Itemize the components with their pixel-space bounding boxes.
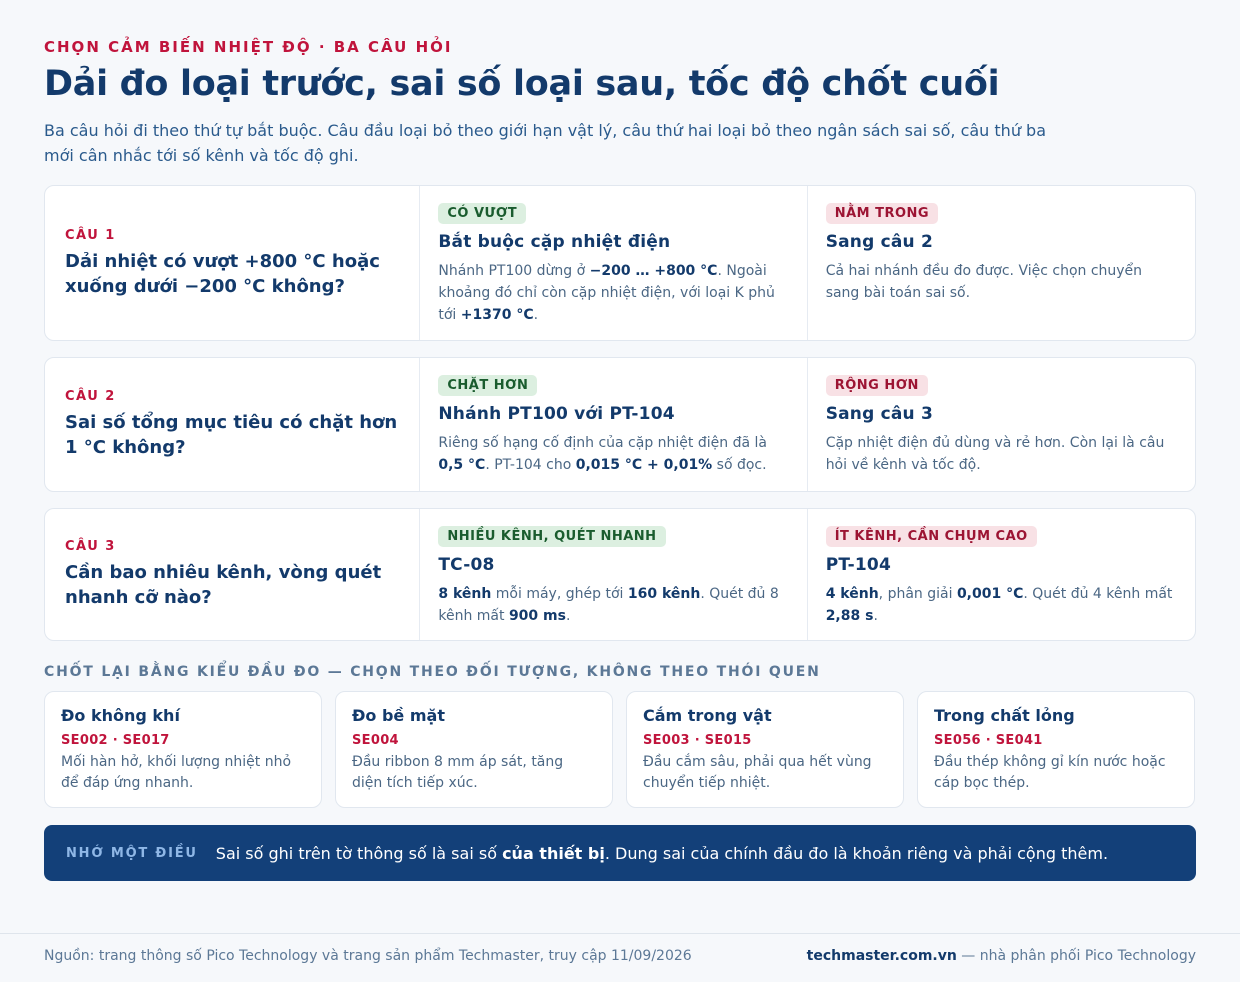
footer-source: Nguồn: trang thông số Pico Technology và trang sản phẩm Techmaster, truy cập 11/09/2026	[44, 948, 692, 964]
footer-site	[807, 948, 1196, 964]
probe-desc: Mối hàn hở, khối lượng nhiệt nhỏ để đáp ứng nhanh.	[61, 754, 292, 791]
emphasis-text: 4 kênh	[825, 586, 879, 602]
answer-no	[808, 509, 1195, 640]
question-number: CÂU 1	[65, 227, 116, 243]
probe-name: Đo bề mặt	[352, 706, 445, 725]
body-text: Sai số ghi trên tờ thông số là sai số	[215, 843, 503, 863]
footer-divider	[0, 933, 1240, 934]
body-text: số đọc.	[712, 457, 767, 473]
probe-name: Đo không khí	[61, 706, 180, 725]
lede: Ba câu hỏi đi theo thứ tự bắt buộc. Câu đầu loại bỏ theo giới hạn vật lý, câu thứ hai loại bỏ theo ngân sách sai số, câu thứ ba mới cân nhắc tới số kênh và tốc độ ghi.	[44, 121, 1046, 165]
body-text: . Ngoài khoảng đó chỉ còn cặp nhiệt điện, với loại K phủ tới	[438, 263, 775, 323]
emphasis-text: 0,001 °C	[956, 586, 1024, 602]
page-title: Dải đo loại trước, sai số loại sau, tốc độ chốt cuối	[44, 64, 1000, 104]
body-text: .	[565, 608, 571, 624]
probe-code: SE002 · SE017	[61, 733, 170, 748]
no-tag: RỘNG HƠN	[826, 375, 928, 396]
footer-site-link[interactable]: techmaster.com.vn	[806, 948, 957, 964]
probe-desc: Đầu ribbon 8 mm áp sát, tăng diện tích tiếp xúc.	[352, 754, 564, 791]
answer-heading: Bắt buộc cặp nhiệt điện	[438, 232, 671, 252]
question-block	[45, 186, 420, 340]
question-text: Dải nhiệt có vượt +800 °C hoặc xuống dưới −200 °C không?	[65, 250, 380, 297]
callout-label: NHỚ MỘT ĐIỀU	[66, 845, 198, 861]
answer-yes	[420, 358, 807, 491]
callout-text	[216, 844, 1108, 863]
question-text: Sai số tổng mục tiêu có chặt hơn 1 °C không?	[65, 412, 398, 458]
emphasis-text: +1370 °C	[460, 307, 534, 323]
emphasis-text: −200 … +800 °C	[589, 263, 718, 279]
answer-heading: Nhánh PT100 với PT-104	[438, 404, 675, 424]
body-text: Riêng số hạng cố định của cặp nhiệt điện đã là	[438, 435, 767, 451]
body-text: . Quét đủ 4 kênh mất	[1023, 586, 1173, 602]
question-card-2	[44, 357, 1196, 492]
body-text: .	[533, 307, 539, 323]
answer-heading: Sang câu 3	[825, 404, 933, 424]
probe-code: SE004	[352, 733, 399, 748]
probe-code: SE003 · SE015	[643, 733, 752, 748]
emphasis-text: 160 kênh	[627, 586, 701, 602]
answer-body	[826, 260, 1177, 304]
probe-section-label: CHỐT LẠI BẰNG KIỂU ĐẦU ĐO — CHỌN THEO ĐỐI TƯỢNG, KHÔNG THEO THÓI QUEN	[44, 664, 821, 680]
yes-tag: CÓ VƯỢT	[438, 203, 526, 224]
question-card-3	[44, 508, 1196, 641]
probe-card-insertion	[626, 691, 904, 808]
body-text: mỗi máy, ghép tới	[491, 586, 628, 602]
answer-heading: TC-08	[438, 555, 495, 575]
yes-tag: NHIỀU KÊNH, QUÉT NHANH	[438, 526, 665, 547]
body-text: .	[873, 608, 878, 624]
emphasis-text: của thiết bị	[502, 843, 605, 863]
probe-desc: Đầu cắm sâu, phải qua hết vùng chuyển tiếp nhiệt.	[643, 754, 872, 791]
probe-card-air	[44, 691, 322, 808]
body-text: , phân giải	[878, 586, 957, 602]
emphasis-text: 0,015 °C + 0,01%	[575, 457, 713, 473]
probe-card-liquid	[917, 691, 1195, 808]
body-text: . Quét đủ 8 kênh mất	[438, 586, 779, 624]
body-text: Cả hai nhánh đều đo được. Việc chọn chuyển sang bài toán sai số.	[825, 263, 1143, 301]
callout-banner	[44, 825, 1196, 881]
body-text: Nhánh PT100 dừng ở	[438, 263, 590, 279]
probe-code: SE056 · SE041	[934, 733, 1043, 748]
emphasis-text: 2,88 s	[825, 608, 874, 624]
yes-tag: CHẶT HƠN	[438, 375, 537, 396]
answer-yes	[420, 186, 807, 340]
question-number: CÂU 2	[65, 389, 116, 404]
footer-site-suffix: — nhà phân phối Pico Technology	[956, 948, 1196, 964]
eyebrow: CHỌN CẢM BIẾN NHIỆT ĐỘ · BA CÂU HỎI	[44, 38, 453, 56]
answer-body	[438, 583, 788, 627]
answer-no	[808, 186, 1195, 340]
body-text: . Dung sai của chính đầu đo là khoản riêng và phải cộng thêm.	[604, 843, 1109, 863]
question-number: CÂU 3	[65, 539, 116, 554]
question-block	[45, 358, 420, 491]
emphasis-text: 8 kênh	[438, 586, 492, 602]
probe-card-surface	[335, 691, 613, 808]
probe-name: Cắm trong vật	[643, 706, 772, 725]
answer-body	[826, 583, 1177, 627]
answer-body	[826, 432, 1177, 476]
emphasis-text: 0,5 °C	[438, 457, 486, 473]
emphasis-text: 900 ms	[508, 608, 566, 624]
answer-heading: Sang câu 2	[825, 232, 933, 252]
question-text: Cần bao nhiêu kênh, vòng quét nhanh cỡ nào?	[65, 562, 382, 608]
question-card-1	[44, 185, 1196, 341]
answer-yes	[420, 509, 807, 640]
body-text: . PT-104 cho	[485, 457, 576, 473]
probe-desc: Đầu thép không gỉ kín nước hoặc cáp bọc thép.	[934, 754, 1166, 791]
probe-name: Trong chất lỏng	[934, 706, 1075, 725]
answer-body	[438, 432, 788, 476]
body-text: Cặp nhiệt điện đủ dùng và rẻ hơn. Còn lại là câu hỏi về kênh và tốc độ.	[825, 435, 1165, 473]
no-tag: ÍT KÊNH, CẦN CHỤM CAO	[826, 526, 1037, 547]
answer-body	[438, 260, 788, 326]
question-block	[45, 509, 420, 640]
answer-heading: PT-104	[825, 555, 891, 575]
answer-no	[808, 358, 1195, 491]
no-tag: NẰM TRONG	[826, 203, 938, 224]
